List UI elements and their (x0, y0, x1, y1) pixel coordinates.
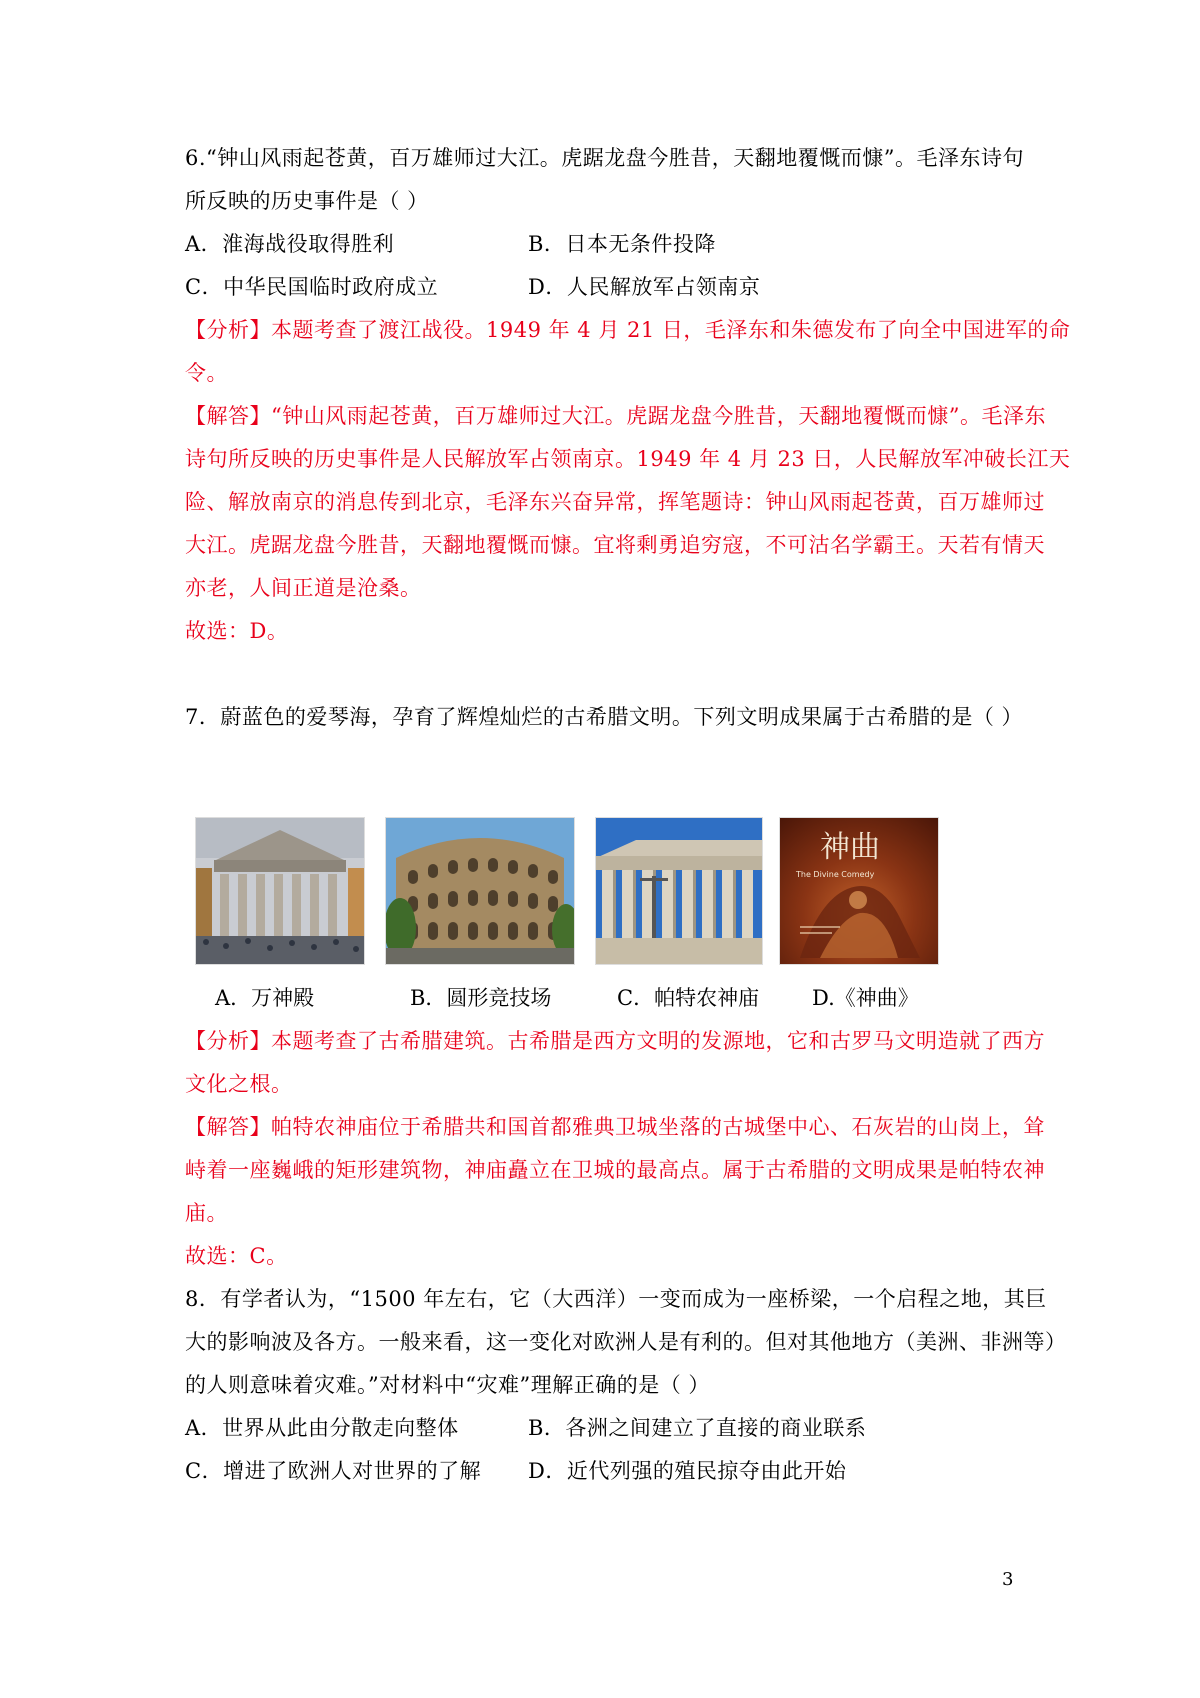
q7-stem: 7．蔚蓝色的爱琴海，孕育了辉煌灿烂的古希腊文明。下列文明成果属于古希腊的是（ ） (185, 705, 1024, 729)
q7-answer-line1: 【解答】帕特农神庙位于希腊共和国首都雅典卫城坐落的古城堡中心、石灰岩的山岗上，耸 (185, 1115, 1045, 1139)
q6-answer-line2: 诗句所反映的历史事件是人民解放军占领南京。1949 年 4 月 23 日，人民解放军冲破长江天 (185, 447, 1071, 471)
divine-comedy-cover-image (779, 817, 939, 965)
q6-stem-line2: 所反映的历史事件是（ ） (185, 189, 429, 213)
parthenon-image (595, 817, 763, 965)
q6-answer-line4: 大江。虎踞龙盘今胜昔，天翻地覆慨而慷。宜将剩勇追穷寇，不可沽名学霸王。天若有情天 (185, 533, 1045, 557)
q6-choice: 故选：D。 (185, 619, 289, 643)
q6-analysis-line1: 【分析】本题考查了渡江战役。1949 年 4 月 21 日，毛泽东和朱德发布了向全中国进军的命 (185, 318, 1071, 342)
q6-answer-line3: 险、解放南京的消息传到北京，毛泽东兴奋异常，挥笔题诗：钟山风雨起苍黄，百万雄师过 (185, 490, 1045, 514)
q6-analysis-line2: 令。 (185, 361, 228, 385)
q7-caption-c: C．帕特农神庙 (617, 986, 760, 1010)
q8-stem-line1: 8．有学者认为，“1500 年左右，它（大西洋）一变而成为一座桥梁，一个启程之地，其巨 (185, 1287, 1047, 1311)
q8-stem-line3: 的人则意味着灾难。”对材料中“灾难”理解正确的是（ ） (185, 1373, 710, 1397)
book-subtitle: The Divine Comedy (796, 870, 875, 879)
q8-option-a: A．世界从此由分散走向整体 (185, 1416, 459, 1440)
book-title: 神曲 (820, 830, 880, 865)
q6-option-b: B．日本无条件投降 (528, 232, 716, 256)
q8-option-c: C．增进了欧洲人对世界的了解 (185, 1459, 482, 1483)
q6-option-c: C．中华民国临时政府成立 (185, 275, 439, 299)
q7-caption-b: B．圆形竞技场 (410, 986, 552, 1010)
q7-answer-line2: 峙着一座巍峨的矩形建筑物，神庙矗立在卫城的最高点。属于古希腊的文明成果是帕特农神 (185, 1158, 1045, 1182)
q8-option-b: B．各洲之间建立了直接的商业联系 (528, 1416, 867, 1440)
q7-caption-d: D.《神曲》 (812, 986, 919, 1010)
pantheon-image (195, 817, 365, 965)
q6-option-a: A．淮海战役取得胜利 (185, 232, 395, 256)
q7-answer-line3: 庙。 (185, 1201, 228, 1225)
q6-stem-line1: 6.“钟山风雨起苍黄，百万雄师过大江。虎踞龙盘今胜昔，天翻地覆慨而慷”。毛泽东诗句 (185, 146, 1025, 170)
q8-stem-line2: 大的影响波及各方。一般来看，这一变化对欧洲人是有利的。但对其他地方（美洲、非洲等） (185, 1330, 1067, 1354)
q6-answer-line5: 亦老，人间正道是沧桑。 (185, 576, 422, 600)
q6-option-d: D．人民解放军占领南京 (528, 275, 761, 299)
colosseum-image (385, 817, 575, 965)
q7-analysis-line2: 文化之根。 (185, 1072, 293, 1096)
q6-answer-line1: 【解答】“钟山风雨起苍黄，百万雄师过大江。虎踞龙盘今胜昔，天翻地覆慨而慷”。毛泽东 (185, 404, 1046, 428)
q7-analysis-line1: 【分析】本题考查了古希腊建筑。古希腊是西方文明的发源地，它和古罗马文明造就了西方 (185, 1029, 1045, 1053)
page-number: 3 (1002, 1569, 1014, 1590)
q7-caption-a: A．万神殿 (215, 986, 315, 1010)
q7-choice: 故选：C。 (185, 1244, 288, 1268)
q8-option-d: D．近代列强的殖民掠夺由此开始 (528, 1459, 847, 1483)
